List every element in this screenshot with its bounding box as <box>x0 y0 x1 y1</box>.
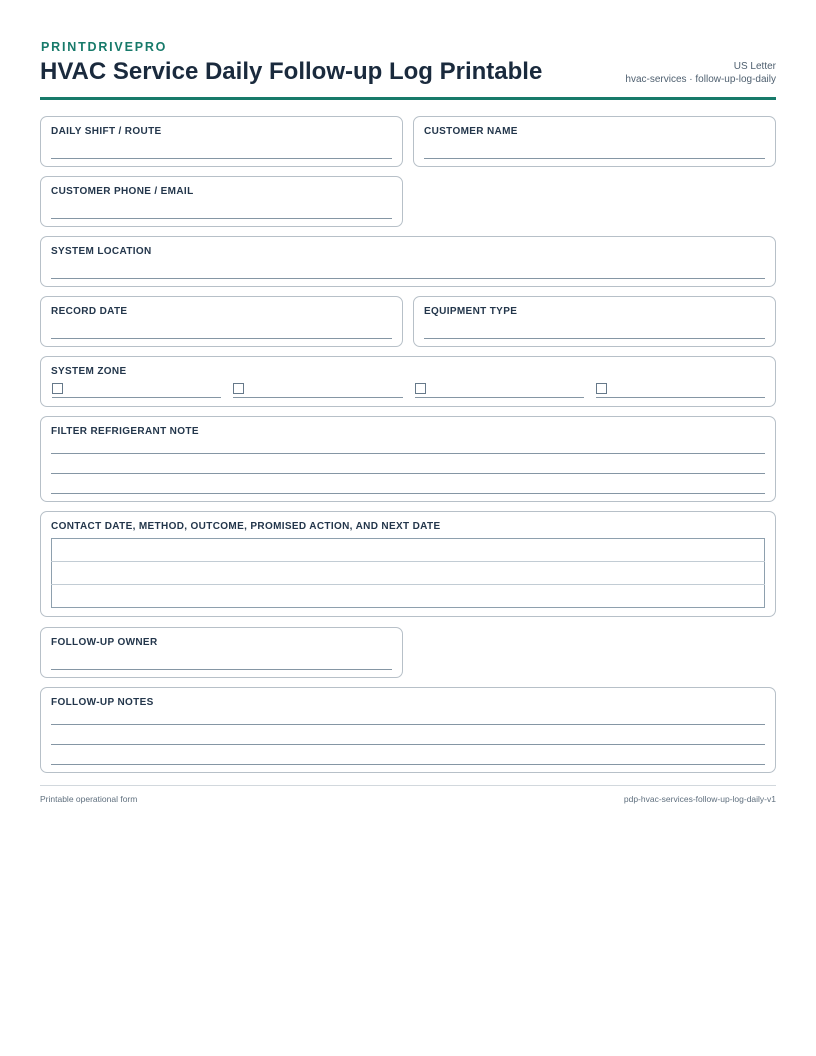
record-date-field <box>40 296 403 347</box>
system-location-field <box>40 236 776 287</box>
daily-shift-route-input-line[interactable] <box>51 158 392 159</box>
follow-up-notes-line-1[interactable] <box>51 724 765 725</box>
equipment-type-field <box>413 296 776 347</box>
paper-size: US Letter <box>733 61 776 72</box>
document-meta <box>625 60 776 86</box>
zone-option-line-2[interactable] <box>233 397 403 398</box>
follow-up-notes-field <box>40 687 776 773</box>
follow-up-owner-input-line[interactable] <box>51 669 392 670</box>
record-date-label: RECORD DATE <box>51 306 128 317</box>
footer-divider <box>40 785 776 786</box>
table-cell[interactable] <box>52 585 765 608</box>
table-cell[interactable] <box>52 562 765 585</box>
customer-phone-email-label: CUSTOMER PHONE / EMAIL <box>51 186 194 197</box>
customer-name-field <box>413 116 776 167</box>
zone-option-line-4[interactable] <box>596 397 765 398</box>
zone-option-line-3[interactable] <box>415 397 584 398</box>
record-date-input-line[interactable] <box>51 338 392 339</box>
customer-name-input-line[interactable] <box>424 158 765 159</box>
contact-log-field <box>40 511 776 617</box>
table-row <box>52 539 765 562</box>
zone-checkbox-1[interactable] <box>52 383 63 394</box>
system-location-input-line[interactable] <box>51 278 765 279</box>
filter-note-line-3[interactable] <box>51 493 765 494</box>
document-path: hvac-services · follow-up-log-daily <box>625 74 776 85</box>
contact-log-table <box>51 538 765 608</box>
table-cell[interactable] <box>52 539 765 562</box>
brand-name: PRINTDRIVEPRO <box>41 40 168 54</box>
daily-shift-route-field <box>40 116 403 167</box>
customer-phone-email-field <box>40 176 403 227</box>
zone-checkbox-4[interactable] <box>596 383 607 394</box>
filter-note-line-2[interactable] <box>51 473 765 474</box>
follow-up-owner-field <box>40 627 403 678</box>
follow-up-notes-line-2[interactable] <box>51 744 765 745</box>
zone-option-line-1[interactable] <box>52 397 221 398</box>
table-row <box>52 562 765 585</box>
zone-checkbox-2[interactable] <box>233 383 244 394</box>
filter-refrigerant-note-label: FILTER REFRIGERANT NOTE <box>51 426 199 437</box>
system-zone-field <box>40 356 776 407</box>
daily-shift-route-label: DAILY SHIFT / ROUTE <box>51 126 162 137</box>
equipment-type-label: EQUIPMENT TYPE <box>424 306 518 317</box>
table-row <box>52 585 765 608</box>
equipment-type-input-line[interactable] <box>424 338 765 339</box>
follow-up-owner-label: FOLLOW-UP OWNER <box>51 637 158 648</box>
follow-up-notes-label: FOLLOW-UP NOTES <box>51 697 154 708</box>
contact-log-label: CONTACT DATE, METHOD, OUTCOME, PROMISED ACTION, AND NEXT DATE <box>51 521 441 532</box>
zone-checkbox-3[interactable] <box>415 383 426 394</box>
footer-form-id: pdp-hvac-services-follow-up-log-daily-v1 <box>623 794 776 804</box>
page-title: HVAC Service Daily Follow-up Log Printable <box>40 58 543 85</box>
header-divider <box>40 97 776 100</box>
customer-name-label: CUSTOMER NAME <box>424 126 518 137</box>
filter-note-line-1[interactable] <box>51 453 765 454</box>
footer-left-text: Printable operational form <box>40 794 138 804</box>
filter-refrigerant-note-field <box>40 416 776 502</box>
follow-up-notes-line-3[interactable] <box>51 764 765 765</box>
system-location-label: SYSTEM LOCATION <box>51 246 152 257</box>
customer-phone-email-input-line[interactable] <box>51 218 392 219</box>
system-zone-label: SYSTEM ZONE <box>51 366 127 377</box>
